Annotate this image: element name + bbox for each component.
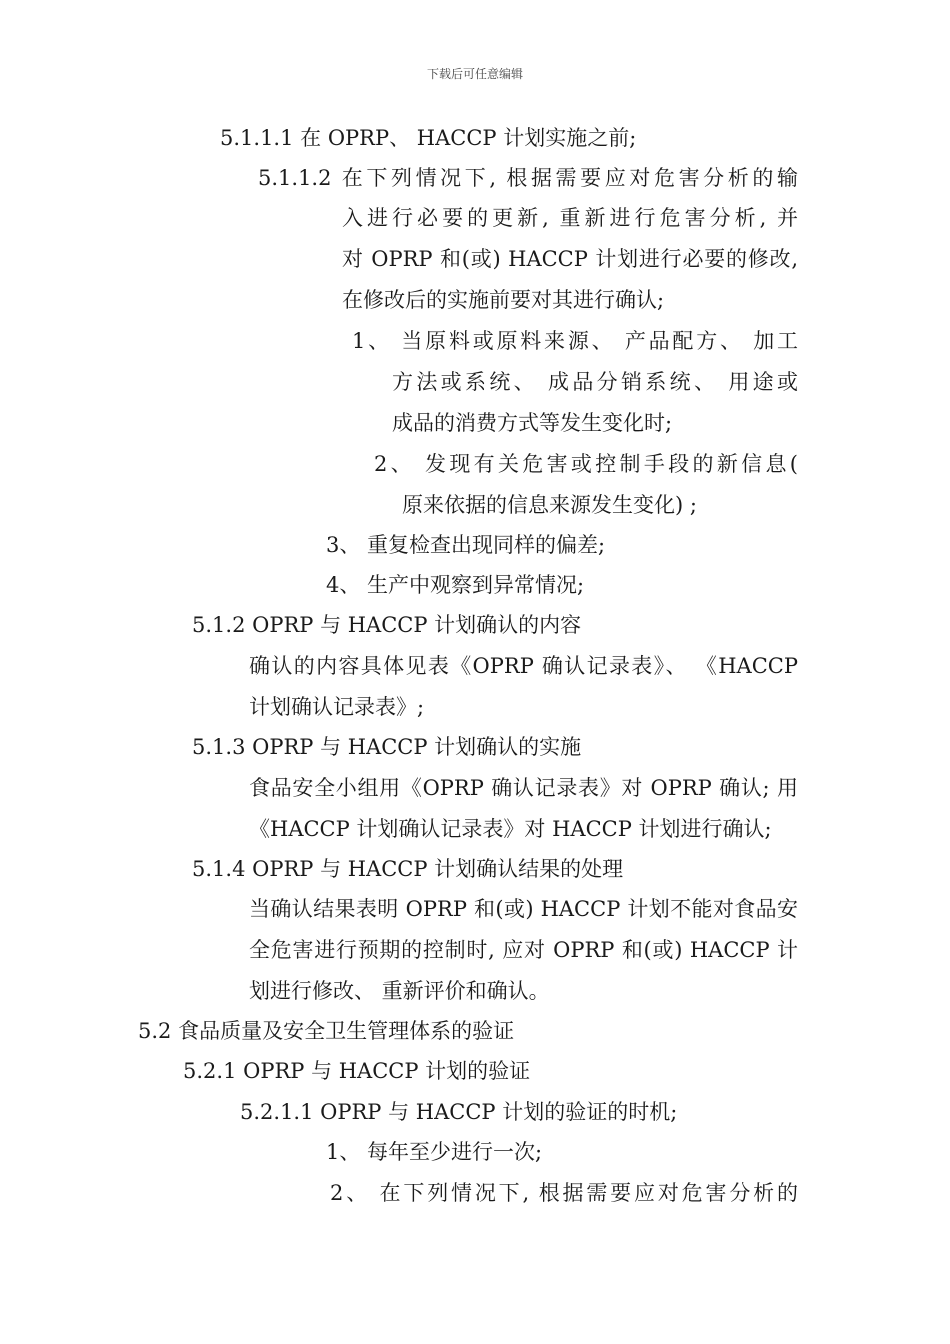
clause-5-1-3: 5.1.3 OPRP 与 HACCP 计划确认的实施	[192, 735, 582, 759]
clause-5-1-1-2-line3: 对 OPRP 和(或) HACCP 计划进行必要的修改,	[342, 247, 798, 271]
clause-5-1-1-2-line2: 入进行必要的更新, 重新进行危害分析, 并	[342, 206, 798, 230]
clause-5-1-2-body-line2: 计划确认记录表》;	[249, 695, 425, 719]
list-item-2: 2、 发现有关危害或控制手段的新信息(	[374, 452, 798, 476]
clause-5-1-3-body-line2: 《HACCP 计划确认记录表》对 HACCP 计划进行确认;	[249, 817, 772, 841]
section-5-2: 5.2 食品质量及安全卫生管理体系的验证	[138, 1019, 515, 1043]
clause-5-2-1-1: 5.2.1.1 OPRP 与 HACCP 计划的验证的时机;	[240, 1100, 678, 1124]
clause-5-1-4-body: 当确认结果表明 OPRP 和(或) HACCP 计划不能对食品安	[249, 897, 798, 921]
list-item-1-line2: 方法或系统、 成品分销系统、 用途或	[392, 370, 798, 394]
clause-5-1-3-body: 食品安全小组用《OPRP 确认记录表》对 OPRP 确认; 用	[249, 776, 798, 800]
page-header: 下载后可任意编辑	[426, 67, 523, 81]
clause-5-1-4: 5.1.4 OPRP 与 HACCP 计划确认结果的处理	[192, 857, 624, 881]
list-item-4: 4、 生产中观察到异常情况;	[326, 573, 585, 597]
list-item-1: 1、 当原料或原料来源、 产品配方、 加工	[352, 329, 798, 353]
list-item-2-line2: 原来依据的信息来源发生变化) ;	[402, 493, 697, 517]
clause-5-1-4-body-line3: 划进行修改、 重新评价和确认。	[249, 979, 550, 1003]
clause-5-1-2: 5.1.2 OPRP 与 HACCP 计划确认的内容	[192, 613, 582, 637]
clause-5-1-1-2: 5.1.1.2 在下列情况下, 根据需要应对危害分析的输	[258, 166, 798, 190]
clause-5-1-4-body-line2: 全危害进行预期的控制时, 应对 OPRP 和(或) HACCP 计	[249, 938, 798, 962]
list-item-1-line3: 成品的消费方式等发生变化时;	[392, 411, 673, 435]
verify-item-2: 2、 在下列情况下, 根据需要应对危害分析的	[330, 1181, 798, 1205]
verify-item-1: 1、 每年至少进行一次;	[326, 1140, 543, 1164]
clause-5-2-1: 5.2.1 OPRP 与 HACCP 计划的验证	[183, 1059, 531, 1083]
clause-5-1-1-1: 5.1.1.1 在 OPRP、 HACCP 计划实施之前;	[220, 126, 637, 150]
clause-5-1-2-body: 确认的内容具体见表《OPRP 确认记录表》、 《HACCP	[249, 654, 798, 678]
list-item-3: 3、 重复检查出现同样的偏差;	[326, 533, 606, 557]
clause-5-1-1-2-line4: 在修改后的实施前要对其进行确认;	[342, 288, 665, 312]
